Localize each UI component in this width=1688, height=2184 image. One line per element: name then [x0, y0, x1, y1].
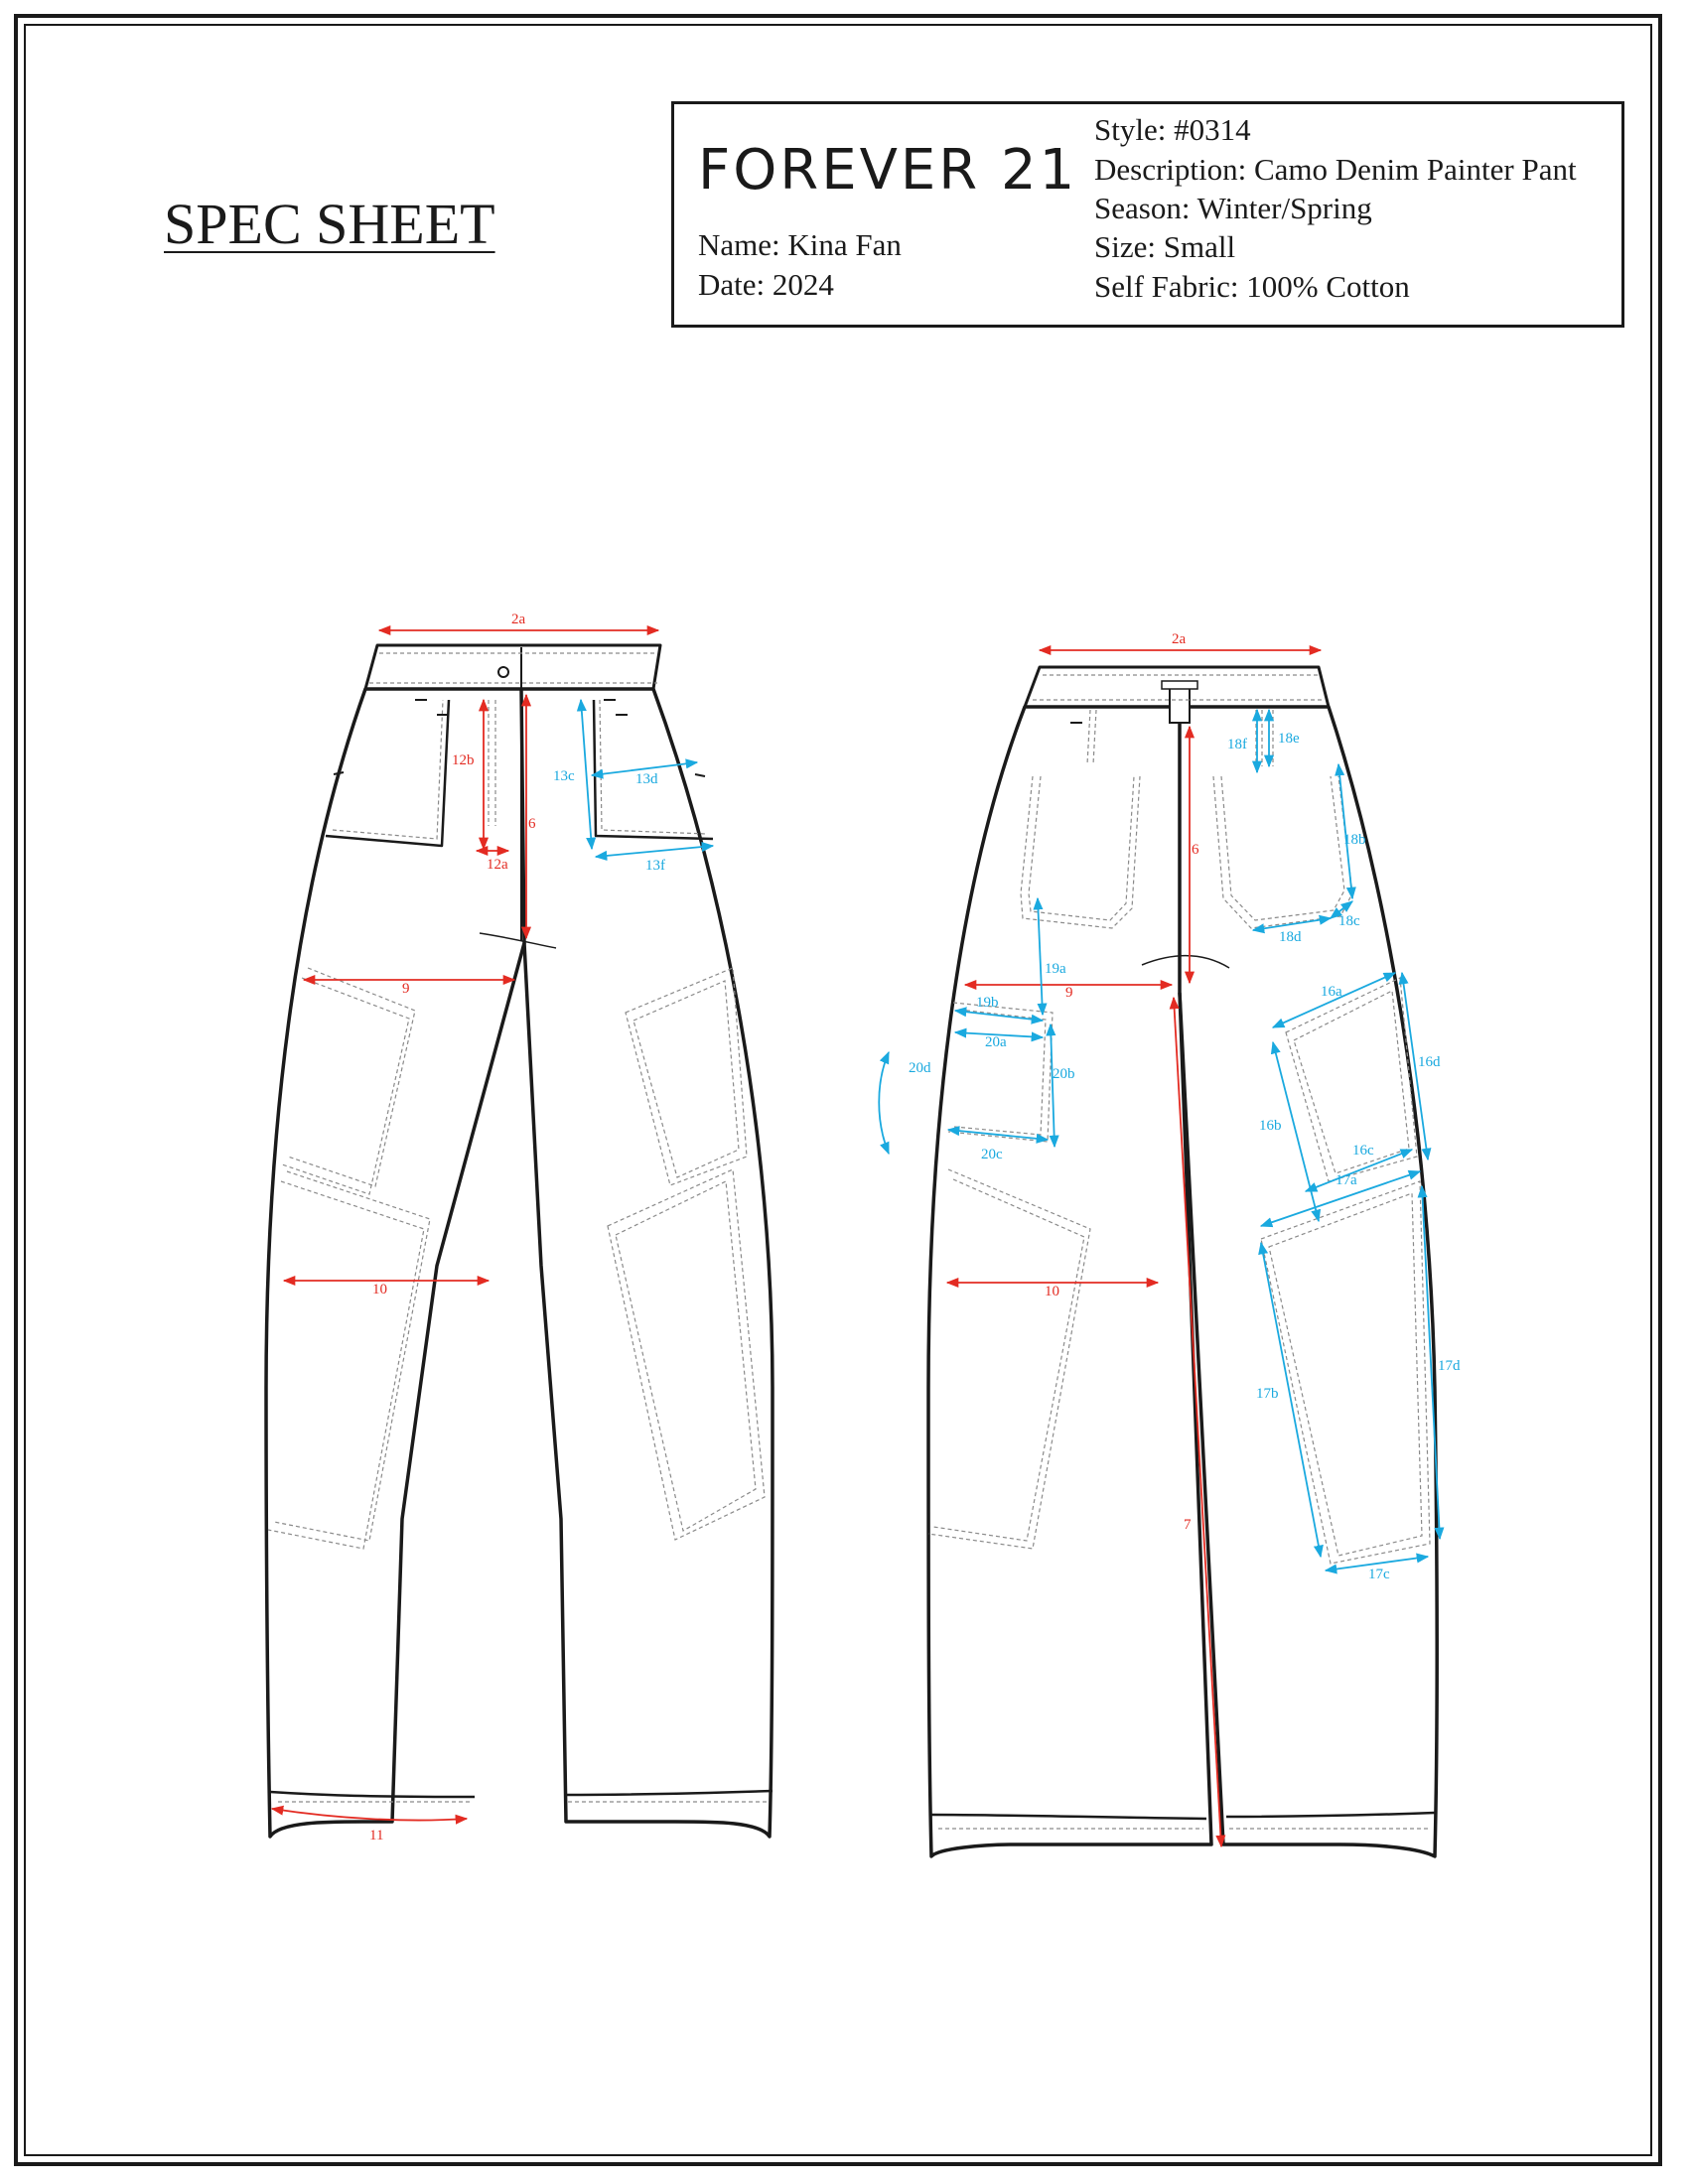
back-label-18c: 18c — [1338, 913, 1360, 929]
label-10: 10 — [372, 1282, 387, 1297]
label-13d: 13d — [635, 771, 658, 787]
label-12a: 12a — [487, 857, 508, 873]
front-view — [266, 612, 773, 1843]
front-left-leg — [266, 689, 524, 1837]
front-right-hem — [564, 1791, 773, 1795]
back-label-7: 7 — [1184, 1517, 1192, 1533]
label-13f: 13f — [645, 858, 665, 874]
label-9: 9 — [402, 981, 410, 997]
back-left-leg — [928, 707, 1211, 1856]
back-label-18e: 18e — [1278, 731, 1300, 747]
back-label-16a: 16a — [1321, 984, 1342, 1000]
back-label-16d: 16d — [1418, 1054, 1441, 1070]
label-12b: 12b — [452, 752, 475, 768]
back-label-19b: 19b — [976, 995, 999, 1011]
back-label-9: 9 — [1065, 985, 1073, 1001]
back-label-17b: 17b — [1256, 1386, 1279, 1402]
label-13c: 13c — [553, 768, 575, 784]
label-2a: 2a — [511, 612, 526, 627]
back-label-20c: 20c — [981, 1147, 1003, 1162]
front-left-hem — [270, 1792, 475, 1797]
back-label-16b: 16b — [1259, 1118, 1282, 1134]
back-label-18f: 18f — [1227, 737, 1247, 752]
back-label-17c: 17c — [1368, 1567, 1390, 1582]
size: Size: Small — [1094, 229, 1236, 264]
designer-name: Name: Kina Fan — [698, 227, 902, 262]
back-label-20a: 20a — [985, 1034, 1007, 1050]
label-11: 11 — [369, 1828, 384, 1843]
front-left-pocket — [326, 700, 449, 846]
back-label-6: 6 — [1192, 842, 1199, 858]
style-number: Style: #0314 — [1094, 112, 1251, 147]
sheet-date: Date: 2024 — [698, 267, 834, 302]
back-right-leg — [1180, 707, 1437, 1856]
back-label-20b: 20b — [1053, 1066, 1075, 1082]
page-title: SPEC SHEET — [164, 192, 495, 256]
back-label-2a: 2a — [1172, 631, 1187, 647]
season: Season: Winter/Spring — [1094, 191, 1372, 225]
back-label-18b: 18b — [1343, 832, 1366, 848]
back-label-16c: 16c — [1352, 1143, 1374, 1159]
back-label-10: 10 — [1045, 1284, 1059, 1299]
front-button-icon — [498, 667, 508, 677]
back-label-17a: 17a — [1336, 1172, 1357, 1188]
back-label-20d: 20d — [909, 1060, 931, 1076]
back-view — [879, 631, 1461, 1856]
self-fabric: Self Fabric: 100% Cotton — [1094, 269, 1410, 304]
label-6: 6 — [528, 816, 536, 832]
back-label-18d: 18d — [1279, 929, 1302, 945]
brand-logo: FOREVER 21 — [698, 138, 1078, 203]
back-label-17d: 17d — [1438, 1358, 1461, 1374]
back-label-19a: 19a — [1045, 961, 1066, 977]
garment-description: Description: Camo Denim Painter Pant — [1094, 152, 1577, 187]
